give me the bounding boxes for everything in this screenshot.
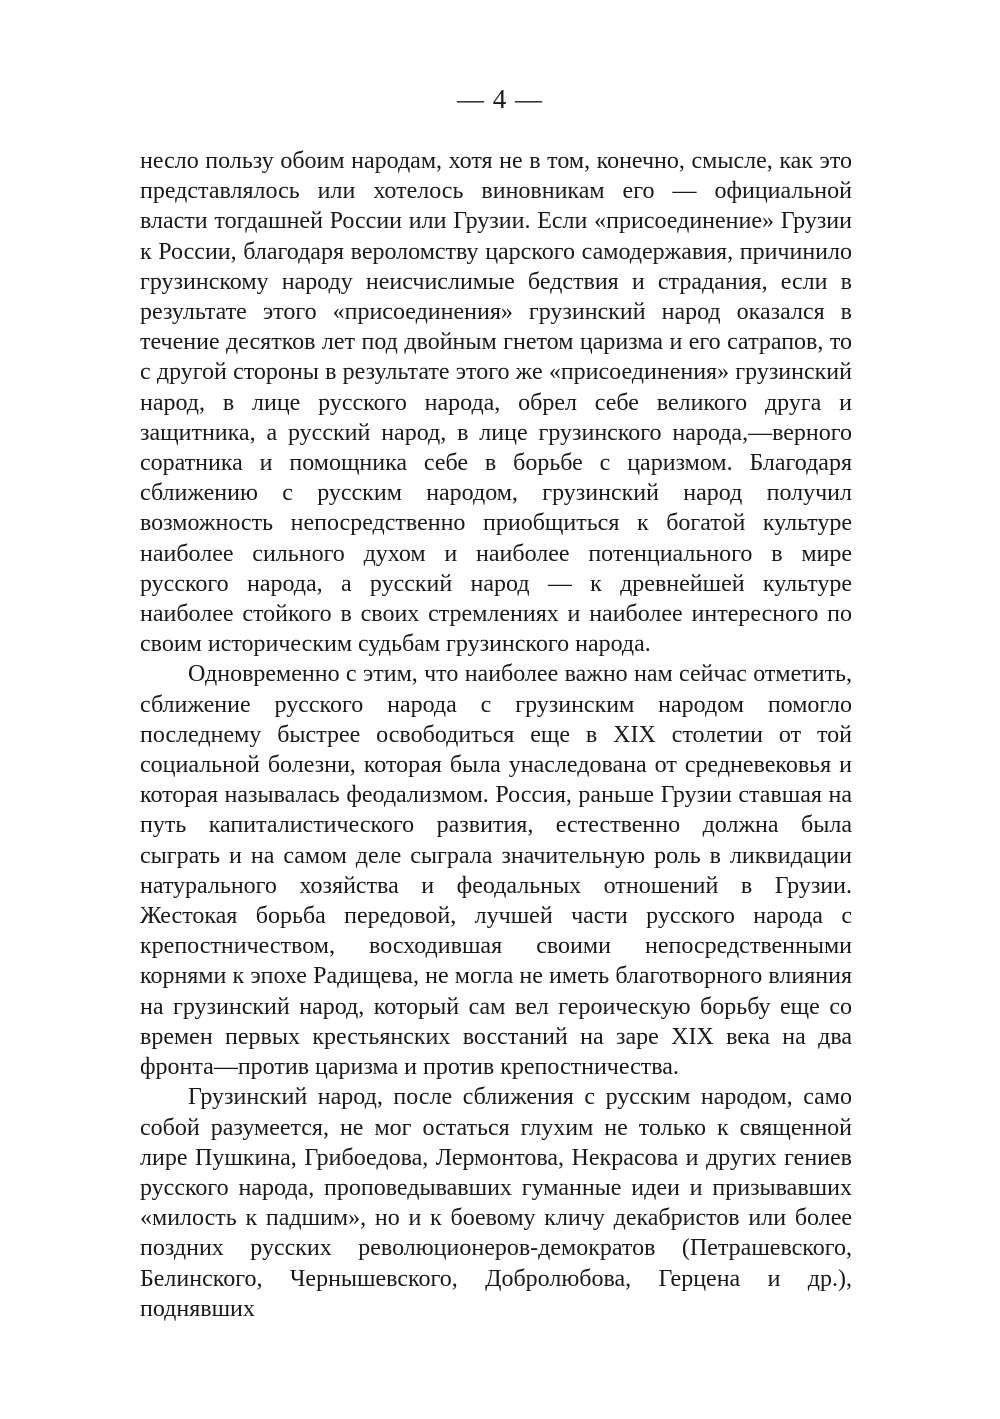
paragraph-georgian-people: Грузинский народ, после сближения с русским народом, само собой разумеется, не мог остаться глухим не только к священной лире Пушкина, Грибоедова, Лермонтова, Некрасова и других гениев русского народа, проповедывавших гуманные идеи и призывавших «милость к падшим», но и к боевому кличу декабристов или более поздних русских революционеров-демократов (Петрашевского, Белинского, Чернышевского, Добролюбова, Герцена и др.), поднявших xyxy=(140,1084,852,1322)
body-text xyxy=(140,146,852,1324)
paragraph-rapprochement: Одновременно с этим, что наиболее важно нам сейчас отметить, сближение русского народа с грузинским народом помогло последнему быстрее освободиться еще в XIX столетии от той социальной болезни, которая была унаследована от средневековья и которая называлась феодализмом. Россия, раньше Грузии ставшая на путь капиталистического развития, естественно должна была сыграть и на самом деле сыграла значительную роль в ликвидации натурального хозяйства и феодальных отношений в Грузии. Жестокая борьба передовой, лучшей части русского народа с крепостничеством, восходившая своими непосредственными корнями к эпохе Радищева, не могла не иметь благотворного влияния на грузинский народ, который сам вел героическую борьбу еще со времен первых крестьянских восстаний на заре XIX века на два фронта—против царизма и против крепостничества. xyxy=(140,661,852,1081)
page-number: — 4 — xyxy=(457,84,543,114)
paragraph-continuation: несло пользу обоим народам, хотя не в том, конечно, смысле, как это представлялось или хотелось виновникам его — официальной власти тогдашней России или Грузии. Если «присоединение» Грузии к России, благодаря вероломству царского самодержавия, причинило грузинскому народу неисчислимые бедствия и страдания, если в результате этого «присоединения» грузинский народ оказался в течение десятков лет под двойным гнетом царизма и его сатрапов, то с другой стороны в результате этого же «присоединения» грузинский народ, в лице русского народа, обрел себе великого друга и защитника, а русский народ, в лице грузинского народа,—верного соратника и помощника себе в борьбе с царизмом. Благодаря сближению с русским народом, грузинский народ получил возможность непосредственно приобщиться к богатой культуре наиболее сильного духом и наиболее потенциального в мире русского народа, а русский народ — к древнейшей культуре наиболее стойкого в своих стремлениях и наиболее интересного по своим историческим судьбам грузинского народа. xyxy=(140,148,852,658)
